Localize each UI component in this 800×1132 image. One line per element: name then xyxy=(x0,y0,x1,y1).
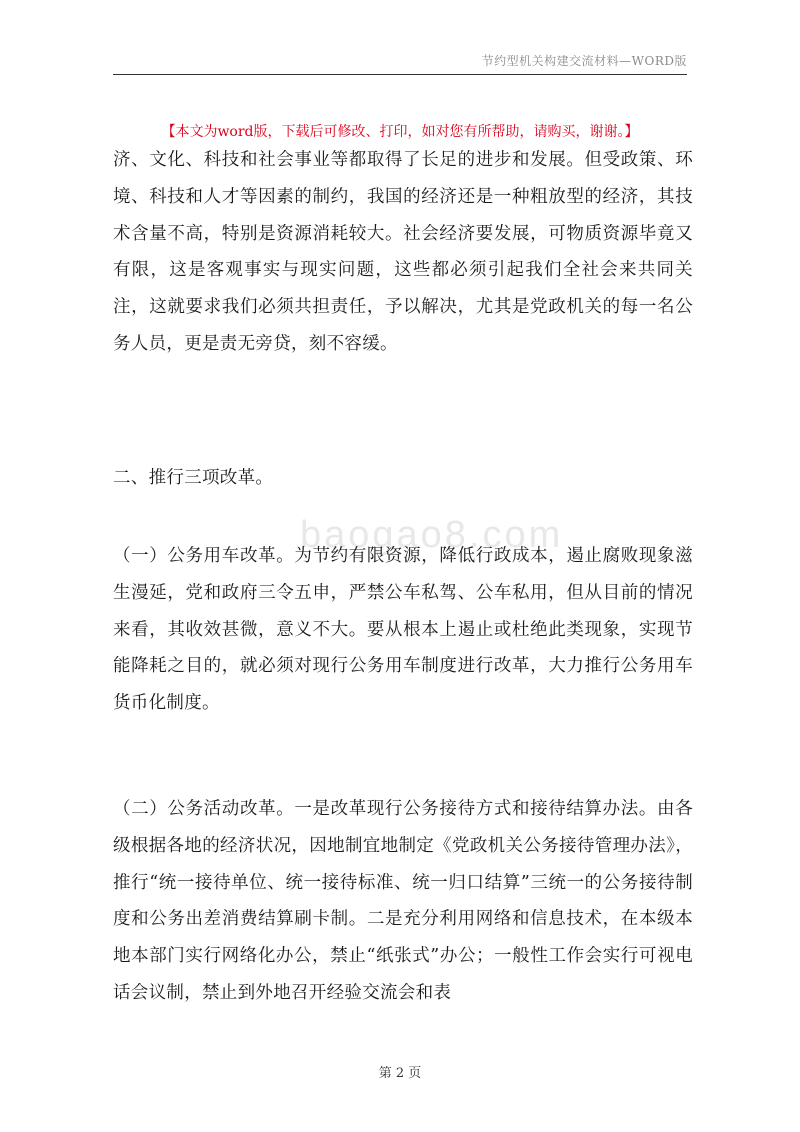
header-divider xyxy=(113,74,687,75)
watermark: baogao8.com xyxy=(300,514,564,556)
section-heading: 二、推行三项改革。 xyxy=(113,468,274,488)
body-paragraph-3: （二）公务活动改革。一是改革现行公务接待方式和接待结算办法。由各级根据各地的经济状况，因地制宜地制定《党政机关公务接待管理办法》，推行“统一接待单位、统一接待标准、统一归口结算”三统一的公务接待制度和公务出差消费结算刷卡制。二是充分利用网络和信息技术，在本级本地本部门实行网络化办公，禁止“纸张式”办公；一般性工作会实行可视电话会议制，禁止到外地召开经验交流会和表 xyxy=(113,799,693,1003)
body-paragraph-2: （一）公务用车改革。为节约有限资源，降低行政成本，遏止腐败现象滋生漫延，党和政府三令五申，严禁公车私驾、公车私用，但从目前的情况来看，其收效甚微，意义不大。要从根本上遏止或杜绝此类现象，实现节能降耗之目的，就必须对现行公务用车制度进行改革，大力推行公务用车货币化制度。 xyxy=(113,546,693,714)
body-paragraph-1: 济、文化、科技和社会事业等都取得了长足的进步和发展。但受政策、环境、科技和人才等因素的制约，我国的经济还是一种粗放型的经济，其技术含量不高，特别是资源消耗较大。社会经济要发展，可物质资源毕竟又有限，这是客观事实与现实问题，这些都必须引起我们全社会来共同关注，这就要求我们必须共担责任，予以解决，尤其是党政机关的每一名公务人员，更是责无旁贷，刻不容缓。 xyxy=(113,150,693,354)
page-header-title: 节约型机关构建交流材料—WORD版 xyxy=(481,54,687,68)
page-number: 第 2 页 xyxy=(378,1066,422,1081)
download-notice: 【本文为word版，下载后可修改、打印，如对您有所帮助，请购买，谢谢。】 xyxy=(161,124,639,140)
